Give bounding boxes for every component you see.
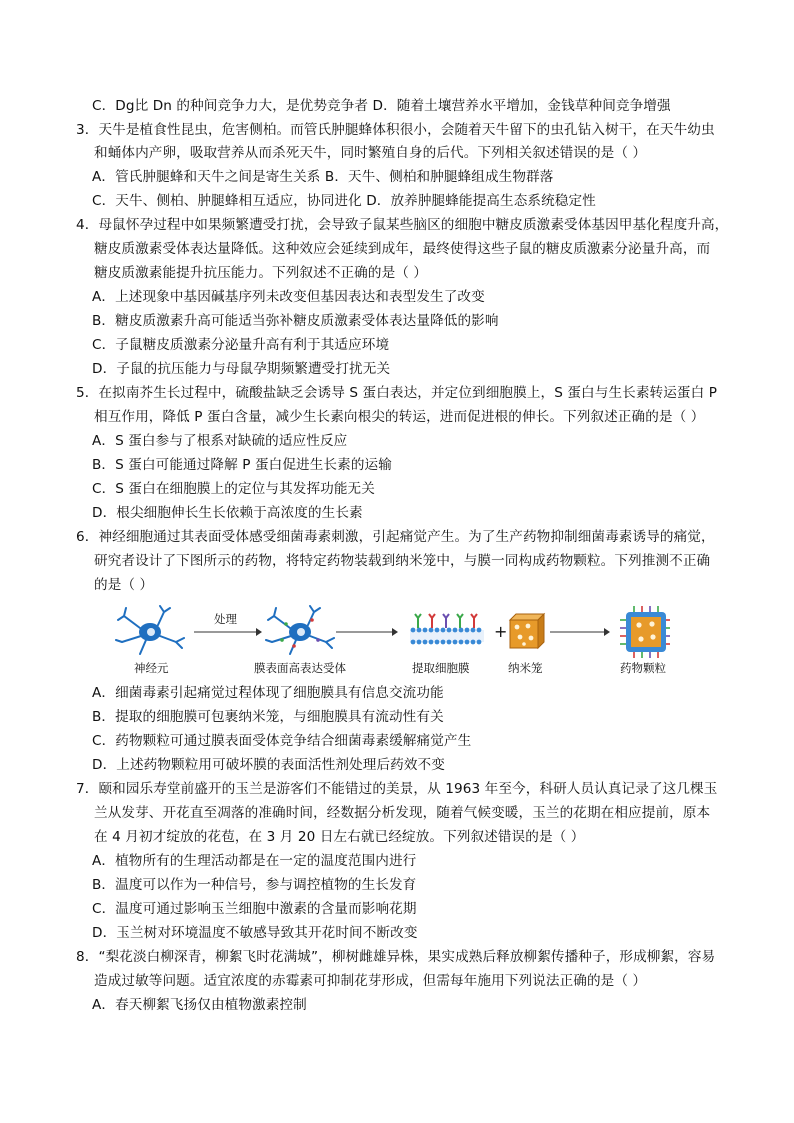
question-7-option-c: C．温度可通过影响玉兰细胞中激素的含量而影响花期 [92,901,417,917]
question-7-option-a: A．植物所有的生理活动都是在一定的温度范围内进行 [92,853,417,869]
question-6-stem-line-3: 的是（ ） [94,577,154,593]
label-nanocage: 纳米笼 [508,661,543,675]
question-4-option-a: A．上述现象中基因碱基序列未改变但基因表达和表型发生了改变 [92,289,485,305]
drug-particle-icon [620,606,670,658]
label-extract-membrane: 提取细胞膜 [412,661,470,675]
nanocage-icon [510,614,544,648]
question-5-stem-line-1: 5．在拟南芥生长过程中，硫酸盐缺乏会诱导 S 蛋白表达，并定位到细胞膜上，S 蛋白与生长素转运蛋白 P [76,385,718,401]
question-6-option-d: D．上述药物颗粒用可破坏膜的表面活性剂处理后药效不变 [92,757,445,773]
question-5-option-c: C．S 蛋白在细胞膜上的定位与其发挥功能无关 [92,481,375,497]
question-5-stem-line-2: 相互作用，降低 P 蛋白含量，减少生长素向根尖的转运，进而促进根的伸长。下列叙述正确的是（ ） [94,409,705,425]
question-3-options-ab: A．管氏肿腿蜂和天牛之间是寄生关系 B．天牛、侧柏和肿腿蜂组成生物群落 [92,169,554,185]
question-7-stem-line-2: 兰从发芽、开花直至凋落的准确时间，经数据分析发现，随着气候变暖，玉兰的花期在相应提前，原本 [94,805,711,821]
neuron-with-receptors-icon [266,606,334,654]
question-5-option-d: D．根尖细胞伸长生长依赖于高浓度的生长素 [92,505,363,521]
question-3-stem-line-1: 3．天牛是植食性昆虫，危害侧柏。而管氏肿腿蜂体积很小，会随着天牛留下的虫孔钻入树干，在天牛幼虫 [76,122,715,138]
label-receptor-expression: 膜表面高表达受体 [254,661,346,675]
question-5-option-a: A．S 蛋白参与了根系对缺硫的适应性反应 [92,433,348,449]
cell-membrane-icon [410,614,484,644]
question-8-stem-line-2: 造成过敏等问题。适宜浓度的赤霉素可抑制花芽形成，但需每年施用下列说法正确的是（ ） [94,973,647,989]
question-8-option-a: A．春天柳絮飞扬仅由植物激素控制 [92,997,307,1013]
question-4-option-c: C．子鼠糖皮质激素分泌量升高有利于其适应环境 [92,337,390,353]
neuron-icon [116,606,184,654]
question-3-options-cd: C．天牛、侧柏、肿腿蜂相互适应，协同进化 D．放养肿腿蜂能提高生态系统稳定性 [92,193,596,209]
question-6-stem-line-1: 6．神经细胞通过其表面受体感受细菌毒素刺激，引起痛觉产生。为了生产药物抑制细菌毒素诱导的痛觉， [76,529,715,545]
question-4-stem-line-1: 4．母鼠怀孕过程中如果频繁遭受打扰，会导致子鼠某些脑区的细胞中糖皮质激素受体基因甲基化程度升高， [76,217,729,233]
drug-particle-diagram [110,600,670,680]
label-neuron: 神经元 [134,661,169,675]
plus-sign: + [494,622,508,641]
question-2-options-cd: C．Dg比 Dn 的种间竞争力大，是优势竞争者 D．随着土壤营养水平增加，金钱草种间竞争增强 [92,98,671,114]
question-4-option-d: D．子鼠的抗压能力与母鼠孕期频繁遭受打扰无关 [92,361,391,377]
label-drug-particle: 药物颗粒 [620,661,666,675]
question-3-stem-line-2: 和蛹体内产卵，吸取营养从而杀死天牛，同时繁殖自身的后代。下列相关叙述错误的是（ ） [94,145,647,161]
arrow-label-process: 处理 [214,612,237,626]
assemble-arrow-icon [550,628,610,636]
question-4-stem-line-3: 糖皮质激素能提升抗压能力。下列叙述不正确的是（ ） [94,265,428,281]
question-6-option-b: B．提取的细胞膜可包裹纳米笼，与细胞膜具有流动性有关 [92,709,444,725]
question-6-stem-line-2: 研究者设计了下图所示的药物，将特定药物装载到纳米笼中，与膜一同构成药物颗粒。下列推测不正确 [94,553,711,569]
diagram-svg [110,600,670,680]
question-6-option-a: A．细菌毒素引起痛觉过程体现了细胞膜具有信息交流功能 [92,685,444,701]
question-4-option-b: B．糖皮质激素升高可能适当弥补糖皮质激素受体表达量降低的影响 [92,313,499,329]
question-4-stem-line-2: 糖皮质激素受体表达量降低。这种效应会延续到成年，最终使得这些子鼠的糖皮质激素分泌量升高，而 [94,241,711,257]
question-7-option-d: D．玉兰树对环境温度不敏感导致其开花时间不断改变 [92,925,418,941]
question-7-stem-line-1: 7．颐和园乐寿堂前盛开的玉兰是游客们不能错过的美景，从 1963 年至今，科研人员认真记录了这几棵玉 [76,781,718,797]
process-arrow-icon [194,628,262,636]
question-5-option-b: B．S 蛋白可能通过降解 P 蛋白促进生长素的运输 [92,457,392,473]
extract-arrow-icon [336,628,398,636]
question-7-option-b: B．温度可以作为一种信号，参与调控植物的生长发育 [92,877,417,893]
question-8-stem-line-1: 8．“梨花淡白柳深青，柳絮飞时花满城”，柳树雌雄异株，果实成熟后释放柳絮传播种子，形成柳絮，容易 [76,949,716,965]
question-7-stem-line-3: 在 4 月初才绽放的花苞，在 3 月 20 日左右就已经绽放。下列叙述错误的是（ ） [94,829,585,845]
question-6-option-c: C．药物颗粒可通过膜表面受体竞争结合细菌毒素缓解痛觉产生 [92,733,472,749]
